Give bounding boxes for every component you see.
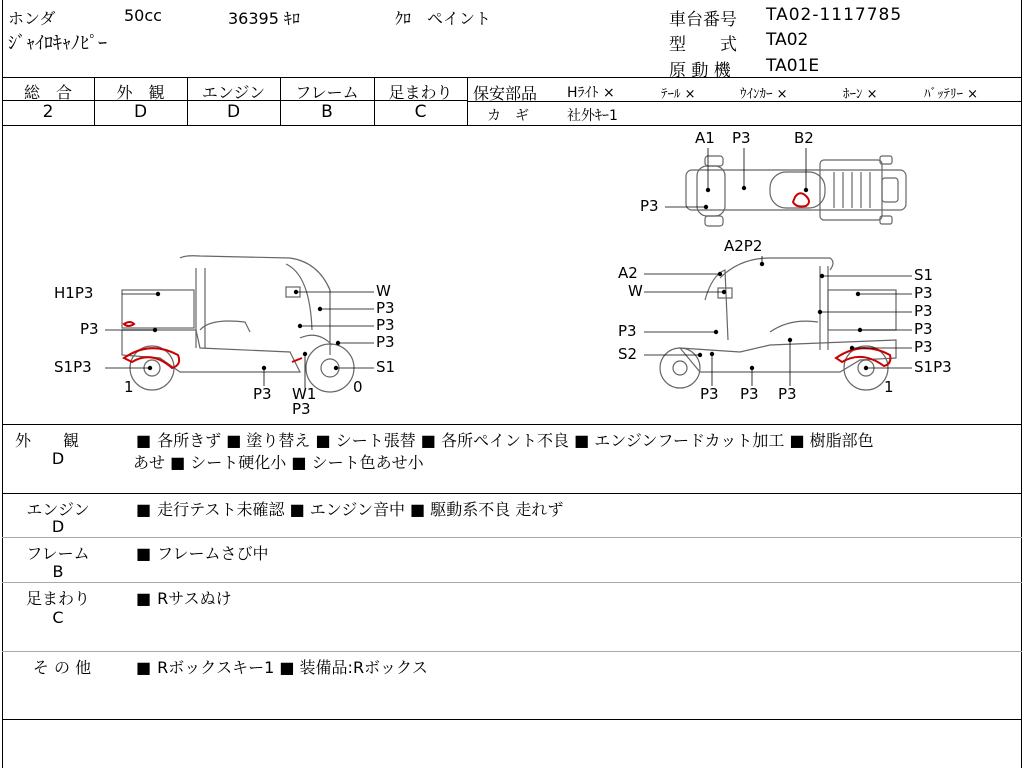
model-name: ｼﾞｬｲﾛｷｬﾉﾋﾟｰ <box>8 33 107 54</box>
displacement: 50cc <box>124 6 162 25</box>
diag-left-p3-r1: P3 <box>376 299 395 317</box>
diag-right-p3-left: P3 <box>618 322 637 340</box>
exterior-label: 外 観 <box>116 83 165 102</box>
frame-grade: B <box>321 102 333 122</box>
diag-left-h1p3: H1P3 <box>54 284 94 302</box>
remark-exterior-label: 外 観 <box>14 431 79 450</box>
remark-engine-grade: D <box>51 517 65 536</box>
diag-top-p3-left: P3 <box>640 197 659 215</box>
diag-top-p3: P3 <box>732 129 751 147</box>
remark-exterior-text-1: ■ 各所きず ■ 塗り替え ■ シート張替 ■ 各所ペイント不良 ■ エンジンフードカット加工 ■ 樹脂部色 <box>136 428 874 451</box>
diag-left-w1: W1 <box>292 385 317 403</box>
right-side-view-drawing <box>660 258 896 390</box>
remark-other-text: ■ Rボックスキー1 ■ 装備品:Rボックス <box>136 655 428 678</box>
suspension-grade: C <box>414 102 427 122</box>
diag-left-p3-r2: P3 <box>376 316 395 334</box>
remark-frame-label: フレーム <box>26 544 90 563</box>
remark-frame-grade: B <box>52 562 64 581</box>
mileage: 36395 ｷﾛ <box>228 9 300 28</box>
color: ｸﾛ ペイント <box>395 9 492 28</box>
safety-item-tail: ﾃｰﾙ × <box>661 87 696 102</box>
diag-top-a1: A1 <box>695 129 715 147</box>
safety-item-headlight: Hﾗｲﾄ × <box>567 85 615 101</box>
top-view-drawing <box>686 156 906 226</box>
type-value: TA02 <box>766 30 809 50</box>
key-value: 社外ｷｰ1 <box>567 108 618 124</box>
diag-left-s1p3: S1P3 <box>54 358 92 376</box>
maker: ホンダ <box>8 9 56 28</box>
diag-right-a2p2: A2P2 <box>724 237 763 255</box>
safety-label: 保安部品 <box>473 84 538 103</box>
left-side-view-drawing <box>122 256 354 392</box>
remark-frame-text: ■ フレームさび中 <box>136 541 269 564</box>
diag-right-a2: A2 <box>618 264 638 282</box>
diag-right-p3-r3: P3 <box>914 320 933 338</box>
diag-left-p3-r3: P3 <box>376 333 395 351</box>
frame-no-label: 車台番号 <box>669 10 737 30</box>
frame-grade-label: フレーム <box>295 83 359 102</box>
type-label: 型 式 <box>669 35 737 55</box>
diag-right-s1: S1 <box>914 266 934 284</box>
engine-grade-label: エンジン <box>201 83 266 102</box>
damage-marks <box>124 193 890 368</box>
overall-grade: 2 <box>42 102 54 122</box>
diag-right-s1p3: S1P3 <box>914 358 952 376</box>
diag-left-wheel-0: 0 <box>353 378 363 396</box>
engine-grade: D <box>226 102 241 122</box>
key-label: カ ギ <box>487 108 529 124</box>
overall-label: 総 合 <box>23 83 72 102</box>
diag-left-p3-bottom: P3 <box>253 385 272 403</box>
diag-left-w: W <box>376 282 391 300</box>
diag-left-wheel-1: 1 <box>124 378 134 396</box>
safety-item-battery: ﾊﾞｯﾃﾘｰ × <box>924 87 979 102</box>
engine-value: TA01E <box>766 56 820 76</box>
diag-left-p3: P3 <box>80 320 99 338</box>
remark-engine-text: ■ 走行テスト未確認 ■ エンジン音中 ■ 駆動系不良 走れず <box>136 497 563 520</box>
remark-suspension-text: ■ Rサスぬけ <box>136 586 232 609</box>
diag-right-w: W <box>628 282 643 300</box>
remark-exterior-text-2: あせ ■ シート硬化小 ■ シート色あせ小 <box>133 453 424 472</box>
remark-suspension-grade: C <box>52 608 64 627</box>
diag-right-p3-b3: P3 <box>778 385 797 403</box>
diag-right-p3-b2: P3 <box>740 385 759 403</box>
diag-right-p3-r2: P3 <box>914 302 933 320</box>
suspension-grade-label: 足まわり <box>388 83 453 102</box>
diag-right-p3-r1: P3 <box>914 284 933 302</box>
diag-top-b2: B2 <box>794 129 814 147</box>
remark-engine-label: エンジン <box>26 500 90 519</box>
safety-item-winker: ｳｲﾝｶｰ × <box>740 87 788 102</box>
remark-other-label: そ の 他 <box>32 658 92 677</box>
diag-right-wheel-1: 1 <box>884 378 894 396</box>
engine-label: 原 動 機 <box>669 61 731 81</box>
remark-suspension-label: 足まわり <box>25 589 90 608</box>
frame-no: TA02-1117785 <box>766 5 903 25</box>
diag-left-p3-bottom-2: P3 <box>292 400 311 418</box>
diag-right-s2: S2 <box>618 345 638 363</box>
exterior-grade: D <box>133 102 148 122</box>
diag-left-s1: S1 <box>376 358 396 376</box>
safety-item-horn: ﾎｰﾝ × <box>843 87 878 102</box>
diag-right-p3-r4: P3 <box>914 338 933 356</box>
diag-right-p3-b1: P3 <box>700 385 719 403</box>
remark-exterior-grade: D <box>51 449 65 468</box>
